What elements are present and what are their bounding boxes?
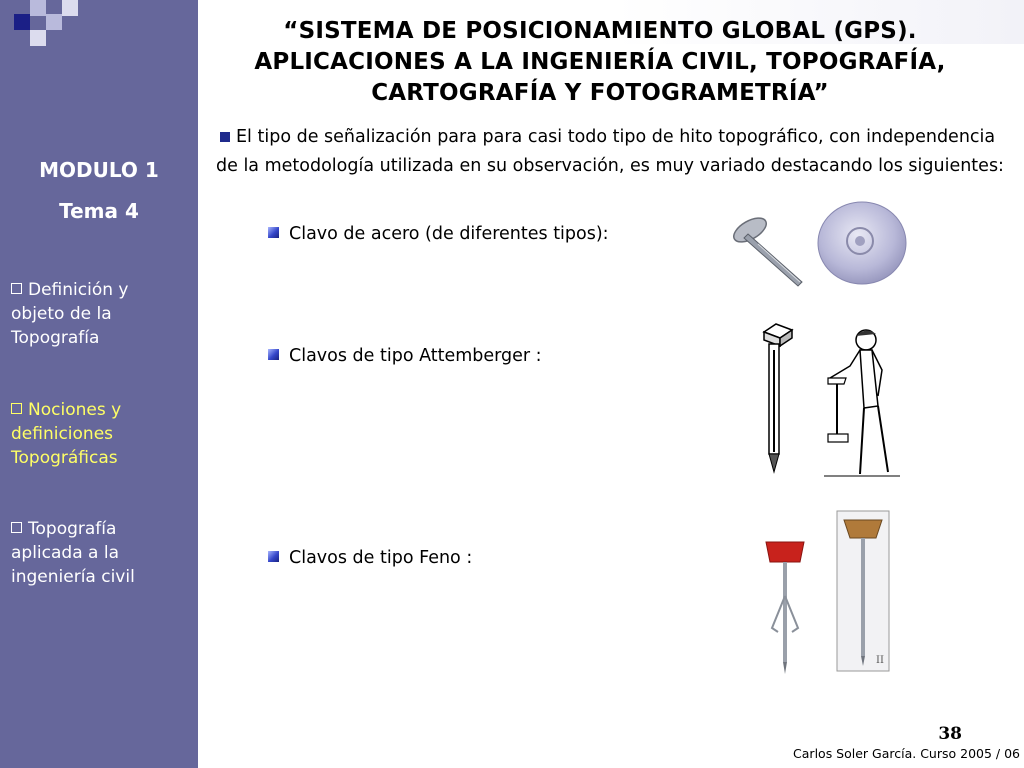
list-item — [268, 224, 609, 244]
list-item — [268, 346, 542, 366]
svg-text:II: II — [876, 655, 884, 666]
feno-nail-photo-image — [836, 510, 890, 672]
topic-label: Tema 4 — [59, 199, 139, 223]
attemberger-nail-image — [758, 320, 798, 476]
title-line: CARTOGRAFÍA Y FOTOGRAMETRÍA” — [371, 80, 829, 106]
checkbox-icon — [11, 522, 22, 533]
bullet-icon — [268, 551, 279, 562]
intro-text: El tipo de señalización para para casi todo tipo de hito topográfico, con independencia de la metodología utilizada en su observación, es muy variado destacando los siguientes: — [216, 127, 1004, 176]
item-text: Clavos de tipo Feno : — [289, 548, 473, 568]
square-bullet-icon — [220, 132, 230, 142]
checkbox-icon — [11, 403, 22, 414]
footer-author: Carlos Soler García. Curso 2005 / 06 — [793, 746, 1020, 761]
intro-paragraph — [216, 123, 1006, 181]
nav-item-label: Definición y — [28, 280, 129, 300]
item-text: Clavo de acero (de diferentes tipos): — [289, 224, 609, 244]
nav-item-definicion[interactable] — [11, 278, 191, 350]
item-text: Clavos de tipo Attemberger : — [289, 346, 542, 366]
nav-item-label: objeto de la — [11, 304, 112, 324]
title-line: APLICACIONES A LA INGENIERÍA CIVIL, TOPOGRAFÍA, — [254, 49, 946, 75]
nav-item-nociones[interactable] — [11, 398, 191, 470]
title-line: “SISTEMA DE POSICIONAMIENTO GLOBAL (GPS). — [283, 18, 917, 44]
nav-item-label: Topográficas — [11, 448, 118, 468]
nav-item-label: Topografía — [28, 519, 117, 539]
surveyor-figure-image — [820, 326, 904, 480]
steel-nail-image — [728, 208, 810, 288]
survey-disk-image — [814, 200, 910, 286]
list-item — [268, 548, 472, 568]
bullet-icon — [268, 227, 279, 238]
sidebar — [0, 0, 198, 768]
nav-item-label: Nociones y — [28, 400, 122, 420]
nav-item-label: aplicada a la — [11, 543, 119, 563]
bullet-icon — [268, 349, 279, 360]
slide-title — [200, 16, 1000, 109]
nav-item-label: definiciones — [11, 424, 114, 444]
module-label: MODULO 1 — [39, 158, 159, 182]
nav-item-label: Topografía — [11, 328, 100, 348]
page-number: 38 — [938, 724, 962, 744]
nav-item-topografia-aplicada[interactable] — [11, 517, 191, 589]
checkbox-icon — [11, 283, 22, 294]
nav-item-label: ingeniería civil — [11, 567, 135, 587]
feno-nail-image — [762, 536, 810, 676]
